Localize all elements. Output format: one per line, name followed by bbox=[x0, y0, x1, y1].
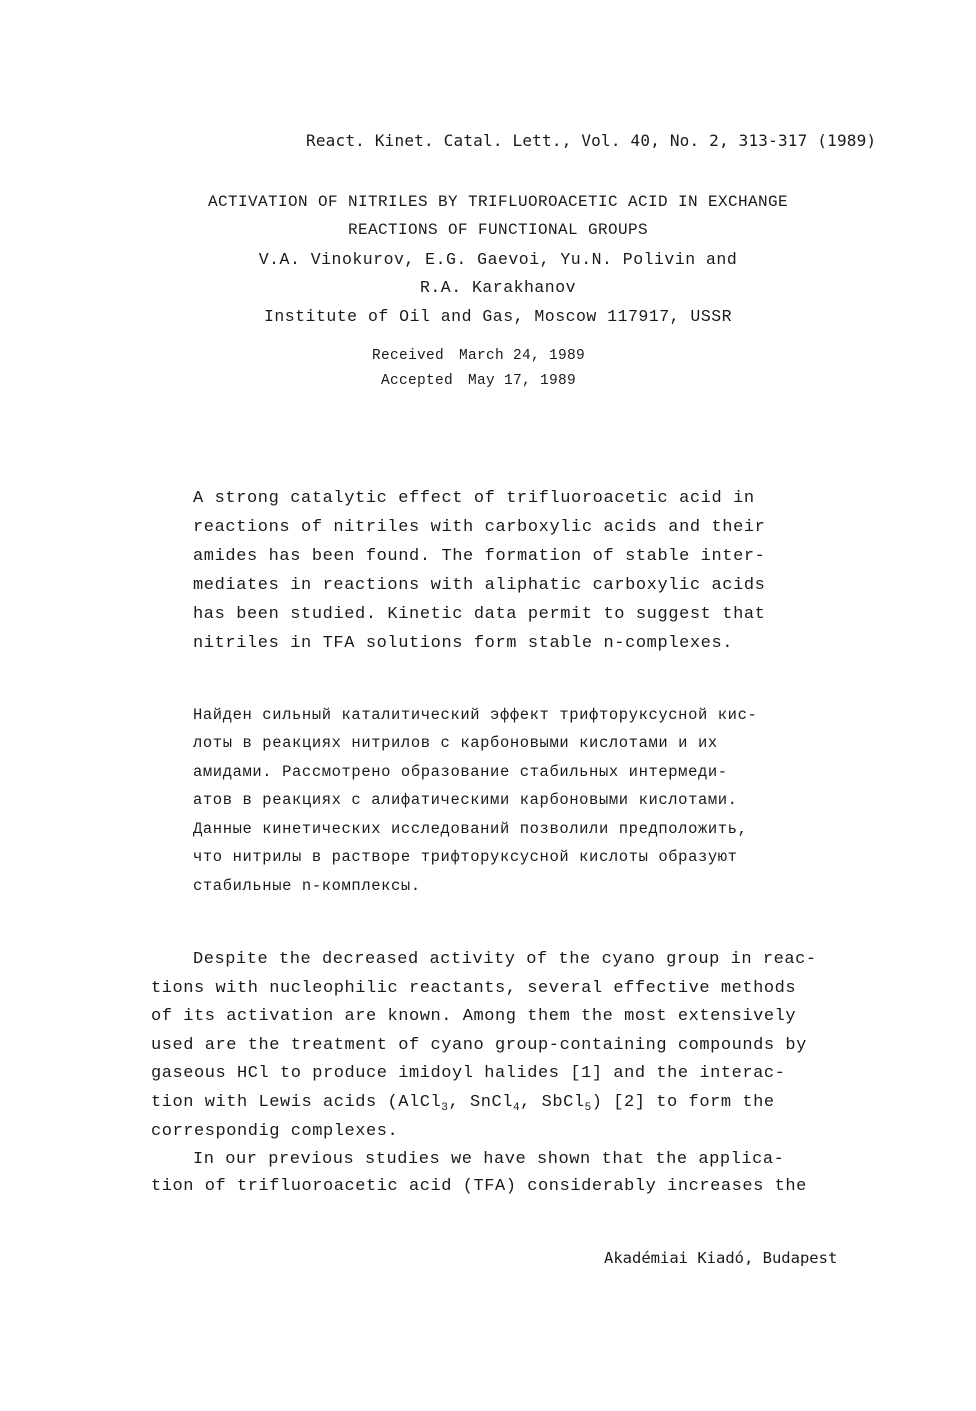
paper-title-line-2: REACTIONS OF FUNCTIONAL GROUPS bbox=[347, 221, 649, 239]
subscript: 3 bbox=[441, 1102, 449, 1114]
accepted-value: May 17, 1989 bbox=[468, 373, 577, 389]
received-date bbox=[372, 348, 585, 364]
received-value: March 24, 1989 bbox=[459, 348, 586, 364]
received-label: Received bbox=[372, 348, 445, 364]
body-line: In our previous studies we have shown that the applica- bbox=[193, 1150, 785, 1169]
body-line: tions with nucleophilic reactants, several effective methods bbox=[151, 979, 797, 998]
body-line-lewis-acids bbox=[151, 1093, 775, 1114]
abstract-en-line: amides has been found. The formation of stable inter- bbox=[193, 547, 766, 566]
abstract-ru-line: стабильные n-комплексы. bbox=[193, 877, 421, 895]
abstract-ru-line: лоты в реакциях нитрилов с карбоновыми кислотами и их bbox=[193, 734, 718, 752]
lewis-prefix: tion with Lewis acids (AlCl bbox=[151, 1093, 442, 1112]
abstract-en-line: A strong catalytic effect of trifluoroacetic acid in bbox=[193, 489, 755, 508]
subscript: 4 bbox=[512, 1102, 521, 1114]
publisher: Akadémiai Kiadó, Budapest bbox=[604, 1249, 838, 1267]
body-line: correspondig complexes. bbox=[151, 1122, 399, 1141]
lewis-sep: , SnCl bbox=[448, 1093, 513, 1112]
affiliation: Institute of Oil and Gas, Moscow 117917, USSR bbox=[263, 307, 733, 326]
body-line: used are the treatment of cyano group-containing compounds by bbox=[151, 1036, 807, 1055]
abstract-en-line: nitriles in TFA solutions form stable n-complexes. bbox=[193, 634, 734, 653]
authors-line-2: R.A. Karakhanov bbox=[419, 278, 577, 297]
body-line: gaseous HCl to produce imidoyl halides [1] and the interac- bbox=[151, 1064, 786, 1083]
body-line: Despite the decreased activity of the cyano group in reac- bbox=[193, 950, 817, 969]
abstract-ru-line: что нитрилы в растворе трифторуксусной кислоты образуют bbox=[193, 848, 738, 866]
abstract-ru-line: амидами. Рассмотрено образование стабильных интермеди- bbox=[193, 763, 728, 781]
authors-line-1: V.A. Vinokurov, E.G. Gaevoi, Yu.N. Polivin and bbox=[258, 250, 738, 269]
accepted-label: Accepted bbox=[381, 373, 454, 389]
abstract-ru-line: Найден сильный каталитический эффект трифторуксусной кис- bbox=[193, 706, 758, 724]
accepted-date bbox=[381, 373, 576, 389]
body-line: of its activation are known. Among them the most extensively bbox=[151, 1007, 797, 1026]
abstract-ru-line: Данные кинетических исследований позволили предположить, bbox=[193, 820, 748, 838]
paper-title-line-1: ACTIVATION OF NITRILES BY TRIFLUOROACETIC ACID IN EXCHANGE bbox=[207, 193, 789, 211]
lewis-sep: , SbCl bbox=[520, 1093, 585, 1112]
abstract-ru-line: атов в реакциях с алифатическими карбоновыми кислотами. bbox=[193, 791, 738, 809]
abstract-en-line: reactions of nitriles with carboxylic acids and their bbox=[193, 518, 766, 537]
journal-citation: React. Kinet. Catal. Lett., Vol. 40, No. 2, 313-317 (1989) bbox=[306, 131, 877, 150]
abstract-en-line: has been studied. Kinetic data permit to suggest that bbox=[193, 605, 766, 624]
abstract-en-line: mediates in reactions with aliphatic carboxylic acids bbox=[193, 576, 766, 595]
lewis-suffix: ) [2] to form the bbox=[591, 1093, 775, 1112]
body-line: tion of trifluoroacetic acid (TFA) considerably increases the bbox=[151, 1177, 807, 1196]
subscript: 5 bbox=[584, 1102, 592, 1114]
